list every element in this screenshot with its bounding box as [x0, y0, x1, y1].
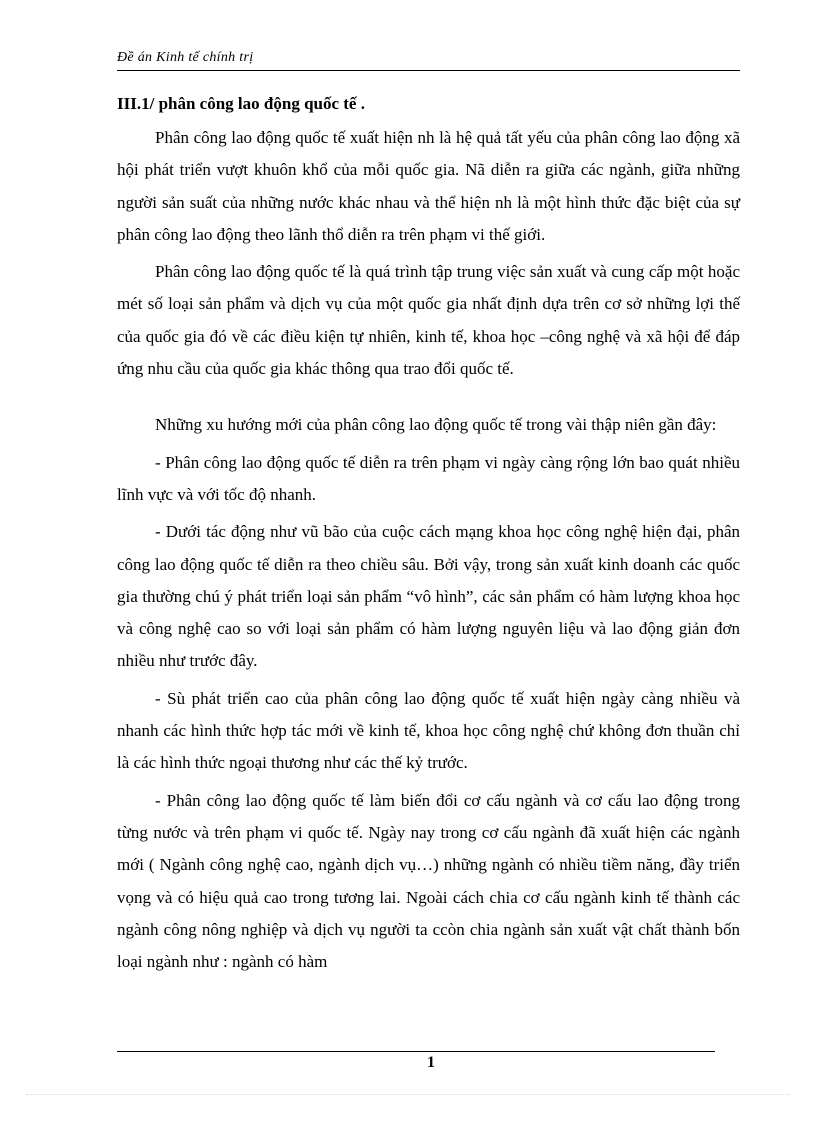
paragraph-process: Phân công lao động quốc tế là quá trình tập trung việc sản xuất và cung cấp một hoặc mét số loại sản phẩm và dịch vụ của một quốc gia nhất định dựa trên cơ sở những lợi thế của quốc gia đó về các điều kiện tự nhiên, kinh tế, khoa học –công nghệ và xã hội để đáp ứng nhu cầu của quốc gia khác thông qua trao đổi quốc tế. — [117, 262, 740, 379]
paragraph-trend-cooperation: - Sù phát triển cao của phân công lao động quốc tế xuất hiện ngày càng nhiều và nhanh các hình thức hợp tác mới về kinh tế, khoa học công nghệ chứ không đơn thuần chỉ là các hình thức ngoại thương như các thế kỷ trước. — [117, 688, 740, 773]
paragraph-trend-depth: - Dưới tác động như vũ bão của cuộc cách mạng khoa học công nghệ hiện đại, phân công lao động quốc tế diễn ra theo chiều sâu. Bởi vậy, trong sản xuất kinh doanh các quốc gia thường chú ý phát triển loại sản phẩm “vô hình”, các sản phẩm có hàm lượng khoa học và công nghệ cao so với loại sản phẩm có hàm lượng nguyên liệu và lao động giản đơn nhiều như trước đây. — [117, 522, 740, 671]
page-header — [117, 48, 740, 71]
footer-divider — [117, 1051, 715, 1052]
section-heading: III.1/ phân công lao động quốc tế . — [117, 94, 365, 113]
paragraph-trends-intro: Những xu hướng mới của phân công lao động quốc tế trong vài thập niên gần đây: — [155, 415, 717, 435]
document-body — [117, 92, 740, 983]
paragraph-trend-scope: - Phân công lao động quốc tế diễn ra trên phạm vi ngày càng rộng lớn bao quát nhiều lĩnh vực và với tốc độ nhanh. — [117, 452, 740, 504]
document-title: Đề án Kinh tế chính trị — [117, 50, 254, 65]
page-edge-divider — [26, 1094, 790, 1095]
paragraph-trend-structure: - Phân công lao động quốc tế làm biến đổi cơ cấu ngành và cơ cấu lao động trong từng nước và trên phạm vi quốc tế. Ngày nay trong cơ cấu ngành đã xuất hiện các ngành mới ( Ngành công nghệ cao, ngành dịch vụ…) những ngành có nhiều tiềm năng, đầy triển vọng và có hiệu quả cao trong tương lai. Ngoài cách chia cơ cấu ngành kinh tế thành các ngành công nông nghiệp và dịch vụ người ta ccòn chia ngành sản xuất vật chất thành bốn loại ngành như : ngành có hàm — [117, 790, 740, 972]
page-number: 1 — [427, 1054, 435, 1071]
paragraph-definition: Phân công lao động quốc tế xuất hiện nh là hệ quả tất yếu của phân công lao động xã hội phát triển vượt khuôn khổ của mỗi quốc gia. Nã diễn ra giữa các ngành, giữa những người sản suất của những nước khác nhau và thể hiện nh là một hình thức đặc biệt của sự phân công lao động theo lãnh thổ diễn ra trên phạm vi thế giới. — [117, 128, 740, 244]
